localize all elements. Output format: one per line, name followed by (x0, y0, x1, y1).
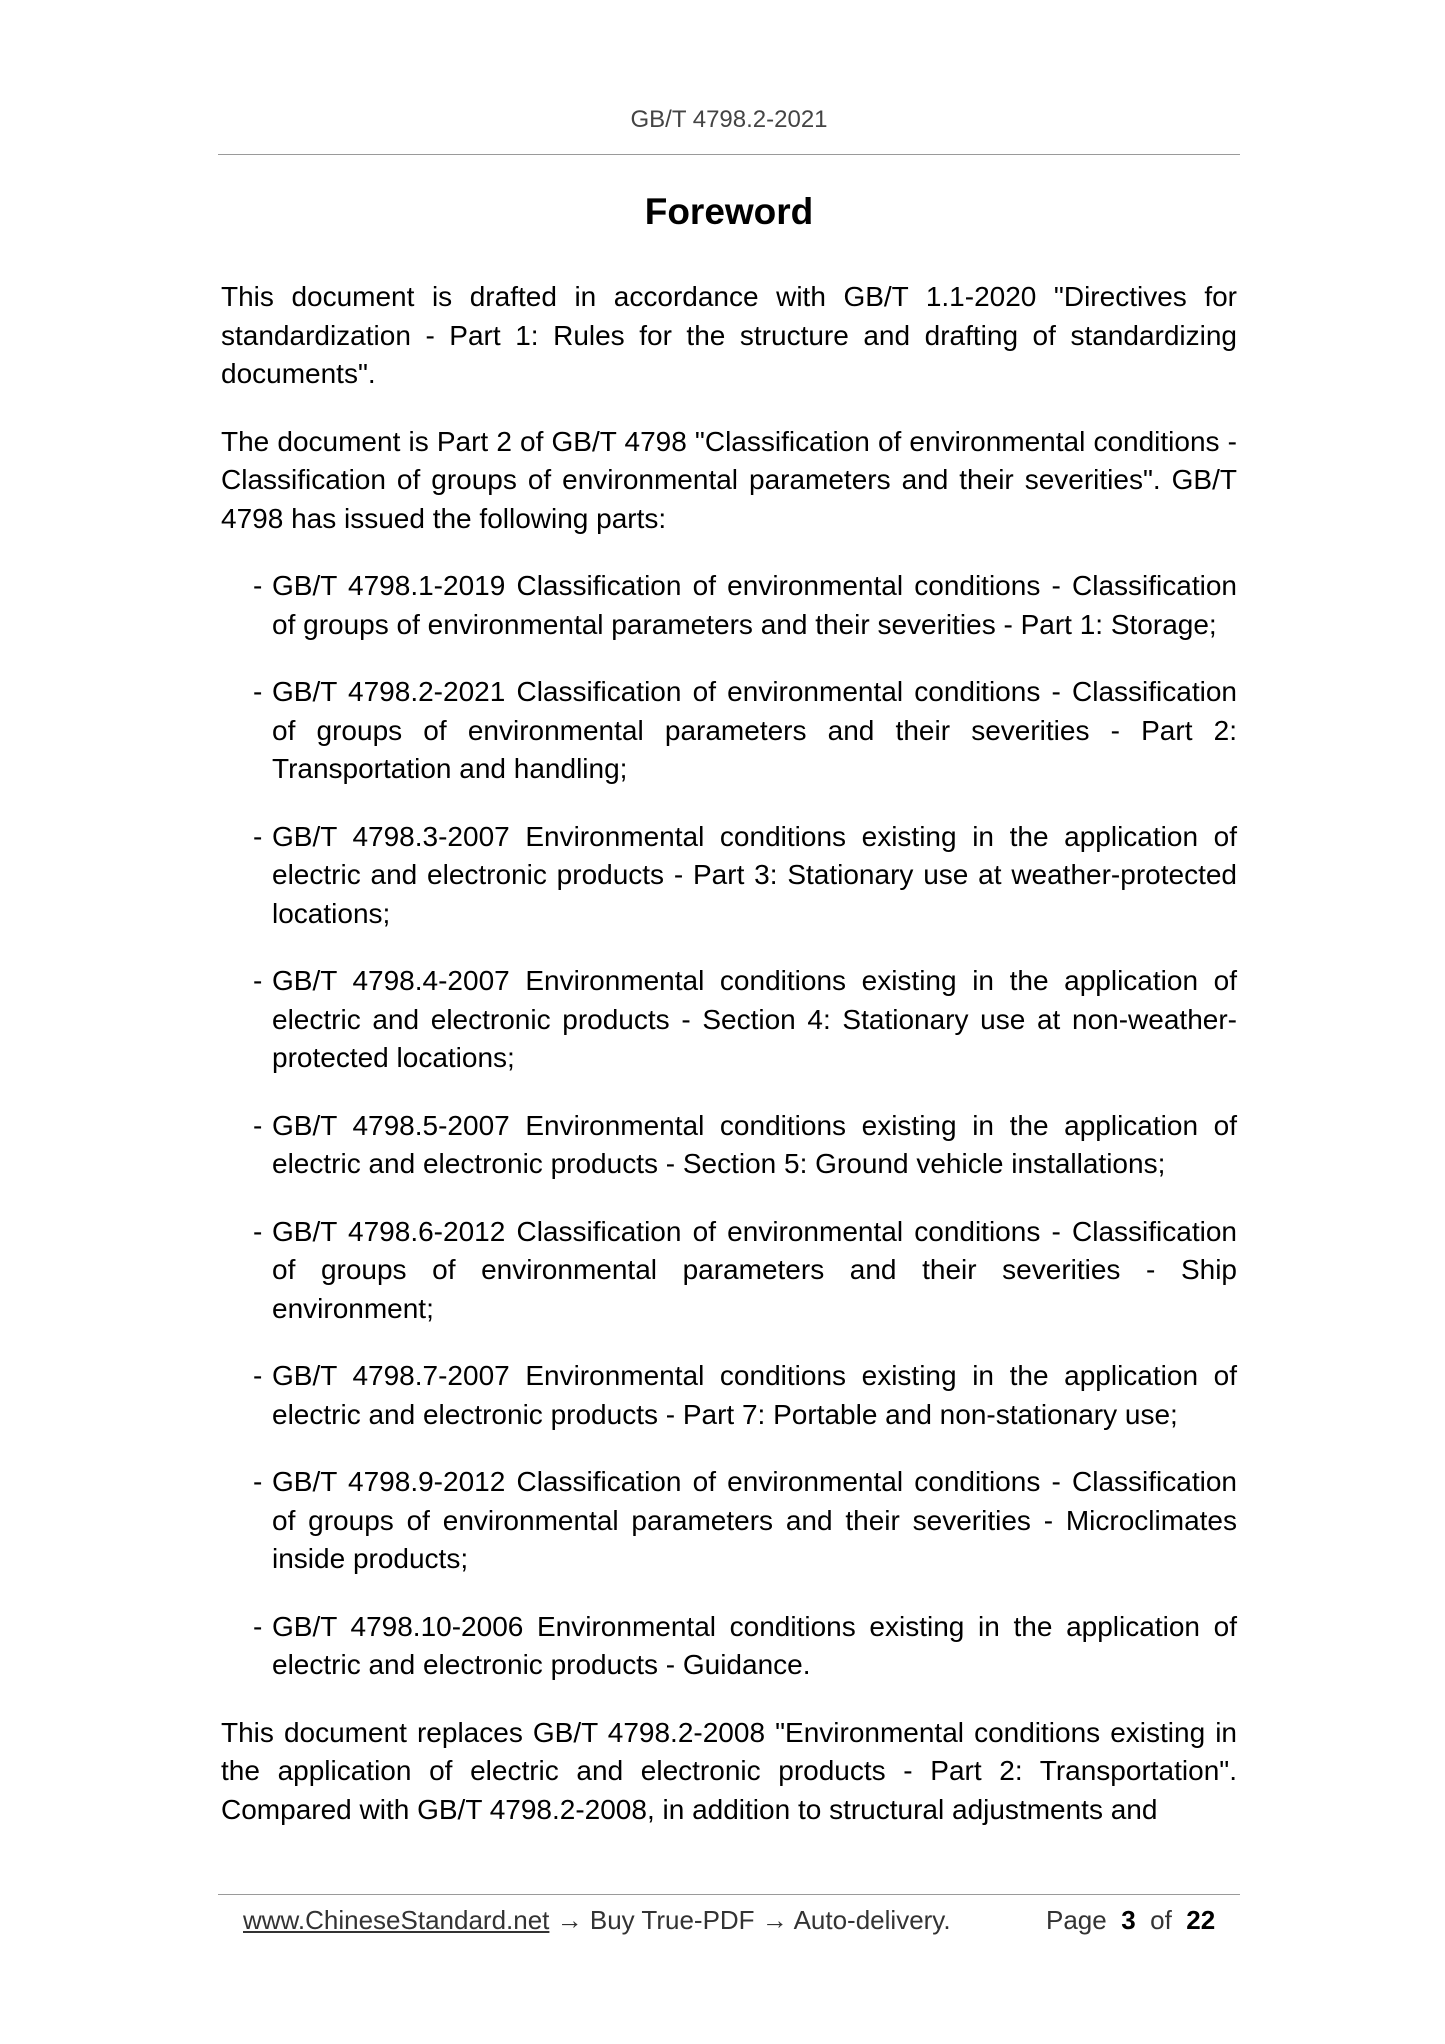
page-label: Page (1046, 1905, 1107, 1935)
footer-rule (218, 1894, 1240, 1895)
closing-paragraph: This document replaces GB/T 4798.2-2008 "Environmental conditions existing in the application of electric and electronic products - Part 2: Transportation". Compared with GB/T 4798.2-2008, in addition to structural adjustments and (221, 1716, 1237, 1825)
website-link[interactable]: www.ChineseStandard.net (243, 1905, 550, 1935)
footer-promo (243, 1902, 951, 1938)
page-number (1046, 1902, 1215, 1938)
list-item (221, 673, 1237, 789)
parts-list (221, 567, 1237, 1685)
intro-paragraph-1: This document is drafted in accordance with GB/T 1.1-2020 "Directives for standardization - Part 1: Rules for the structure and drafting of standardizing documents". (221, 281, 1237, 389)
list-item-text: GB/T 4798.7-2007 Environmental conditions existing in the application of electric and electronic products - Part 7: Portable and non-stationary use; (272, 1360, 1237, 1430)
list-dash: - (253, 570, 263, 601)
page-title: Foreword (644, 191, 814, 232)
list-item (221, 1463, 1237, 1579)
list-dash: - (253, 676, 263, 707)
list-item-text: GB/T 4798.9-2012 Classification of environmental conditions - Classification of groups of environmental parameters and their severities - Microclimates inside products; (272, 1466, 1237, 1574)
page-of: of (1150, 1905, 1172, 1935)
footer-promo-text: → Buy True-PDF → Auto-delivery. (549, 1905, 951, 1935)
list-item-text: GB/T 4798.1-2019 Classification of environmental conditions - Classification of groups of environmental parameters and their severities - Part 1: Storage; (272, 570, 1237, 640)
list-item-text: GB/T 4798.5-2007 Environmental conditions existing in the application of electric and electronic products - Section 5: Ground vehicle installations; (272, 1109, 1237, 1179)
list-dash: - (253, 1610, 263, 1642)
list-dash: - (253, 1466, 263, 1497)
list-item (221, 818, 1237, 934)
list-item-text: GB/T 4798.4-2007 Environmental conditions existing in the application of electric and electronic products - Section 4: Stationary use at non-weather-protected locations; (272, 965, 1237, 1073)
list-item-text: GB/T 4798.2-2021 Classification of environmental conditions - Classification of groups of environmental parameters and their severities - Part 2: Transportation and handling; (272, 676, 1237, 784)
list-dash: - (253, 965, 263, 996)
intro-paragraph-2: The document is Part 2 of GB/T 4798 "Classification of environmental conditions - Classification of groups of environmental parameters and their severities". GB/T 4798 has issued the following parts: (221, 425, 1237, 534)
running-header: GB/T 4798.2-2021 (630, 106, 828, 133)
page-current: 3 (1121, 1905, 1136, 1935)
page-total: 22 (1186, 1905, 1216, 1935)
document-body (221, 278, 1237, 1858)
list-item-text: GB/T 4798.10-2006 Environmental conditions existing in the application of electric and electronic products - Guidance. (272, 1610, 1237, 1680)
list-item (221, 1608, 1237, 1685)
list-item (221, 1107, 1237, 1184)
list-item (221, 567, 1237, 644)
list-item (221, 1213, 1237, 1329)
list-item-text: GB/T 4798.6-2012 Classification of environmental conditions - Classification of groups of environmental parameters and their severities - Ship environment; (272, 1215, 1237, 1324)
list-item (221, 962, 1237, 1078)
list-dash: - (253, 1360, 263, 1391)
list-dash: - (253, 1215, 263, 1247)
list-item (221, 1357, 1237, 1434)
list-dash: - (253, 1109, 263, 1141)
header-rule (218, 154, 1240, 155)
list-dash: - (253, 820, 263, 852)
list-item-text: GB/T 4798.3-2007 Environmental conditions existing in the application of electric and electronic products - Part 3: Stationary use at weather-protected locations; (272, 820, 1237, 929)
